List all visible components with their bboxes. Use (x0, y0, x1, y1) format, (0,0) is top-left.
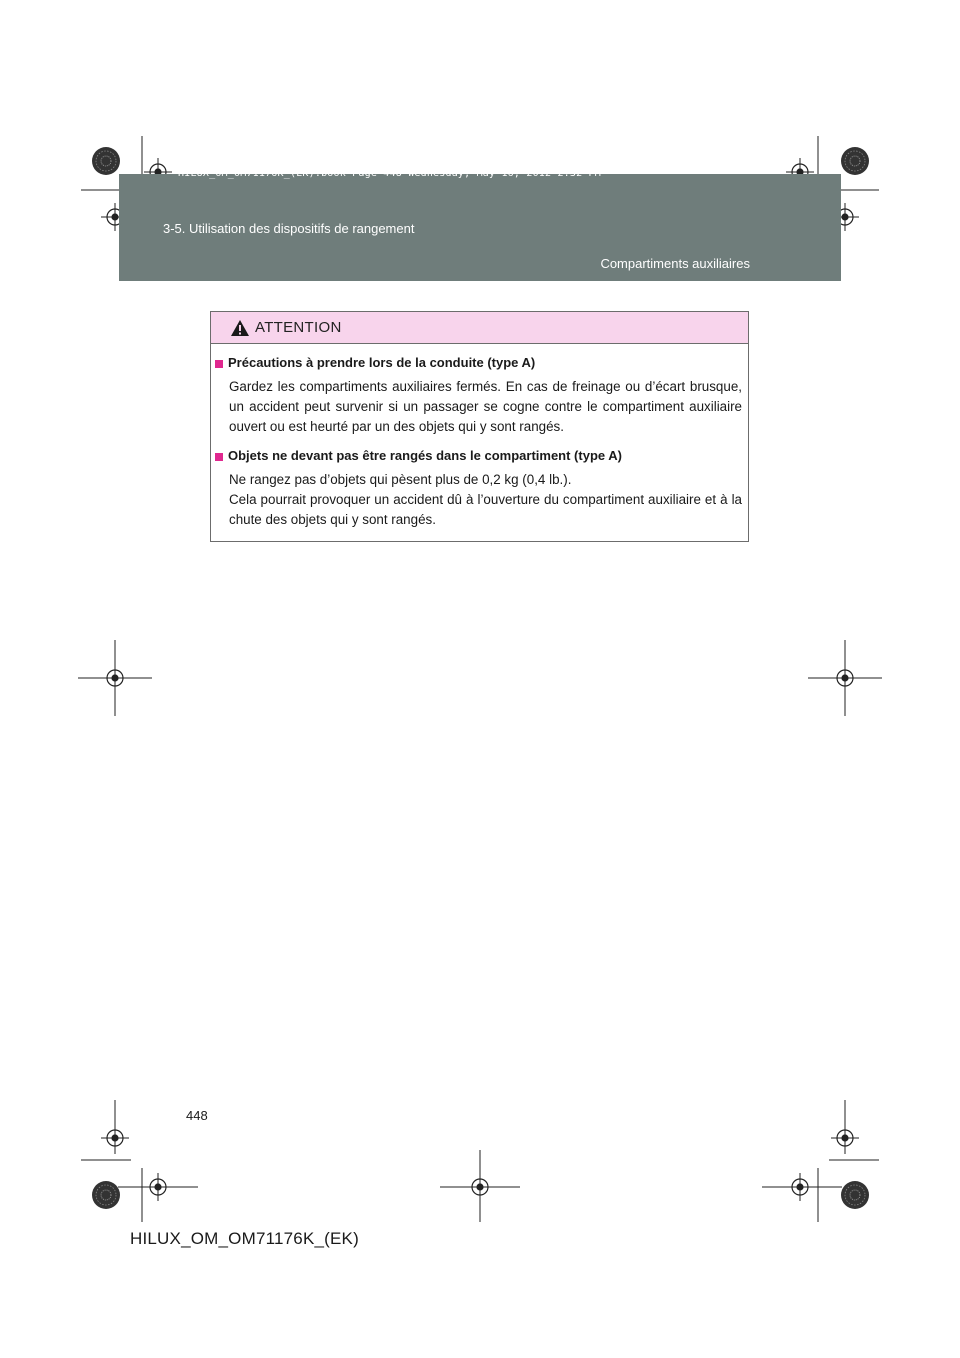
registration-wheel-icon (92, 1181, 120, 1209)
document-code: HILUX_OM_OM71176K_(EK) (130, 1229, 359, 1248)
item-text: Ne rangez pas d’objets qui pèsent plus de 0,2 kg (0,4 lb.). (229, 472, 572, 487)
item-text: Cela pourrait provoquer un accident dû à l’ouverture du compartiment auxiliaire et à la chute des objets qui y sont rangés. (229, 492, 742, 527)
print-stamp: HILUX_OM_OM71176K_(EK).book Page 448 Wednesday, May 16, 2012 2:32 PM (178, 168, 601, 179)
page-number: 448 (186, 1108, 208, 1123)
subsection-title: Compartiments auxiliaires (600, 256, 750, 271)
item-heading: Précautions à prendre lors de la conduite (type A) (228, 355, 536, 370)
item-heading: Objets ne devant pas être rangés dans le compartiment (type A) (228, 448, 622, 463)
warning-box (210, 311, 749, 542)
warning-title: ATTENTION (255, 319, 342, 336)
section-title: 3-5. Utilisation des dispositifs de rangement (163, 221, 415, 236)
item-text: Gardez les compartiments auxiliaires fermés. En cas de freinage ou d’écart brusque, un accident peut survenir si un passager se cogne contre le compartiment auxiliaire ouvert ou est heurté par un des objets qui y sont rangés. (229, 379, 742, 434)
registration-wheel-icon (92, 147, 120, 175)
bullet-square-icon (215, 360, 223, 368)
bullet-square-icon (215, 453, 223, 461)
warning-triangle-icon (230, 319, 250, 337)
registration-wheel-icon (841, 147, 869, 175)
warning-header (211, 312, 748, 344)
registration-wheel-icon (841, 1181, 869, 1209)
